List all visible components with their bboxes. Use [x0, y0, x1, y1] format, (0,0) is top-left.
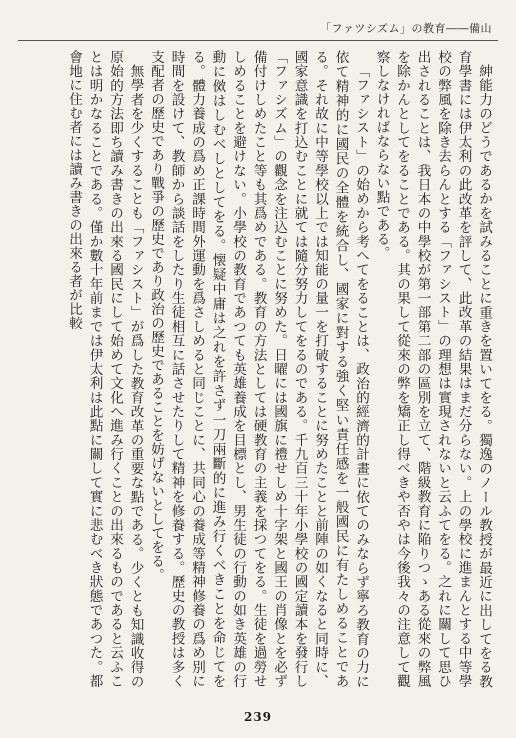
- paragraph: 「ファシスト」の始めから考へてをることは、政治的經濟的計畫に依てのみならず寧ろ教育の力に依て精神的に國民の全體を統合し、國家に對する強く堅い責任感を一般國民に有たしめることである。それ故に中等學校以上では知能の量一を打破することに努めたことと前陣の如くなると同時に、國家意識を打込むことに就ては隨分努力してをるのである。千九百三十年小學校の國定讀本を發行し「ファシズム」の觀念を注込むことに努めた。日曜には國旗に禮せしめ十字架と國王の肖像とを必ず備付けしめたこと等も其爲めである。教育の方法としては硬教育の主義を採つてをる。生徒を過勞せしめることを避けない。小學校の教育であつても英雄養成を目標とし、男生徒の行動の如き英雄の行動に傚はしむべしとしてをる。懐疑中庸は之れを許さず一刀兩斷的に進み行くべきことを命じてをる。體力養成の爲め正課時間外運動を爲さしめると同じことに、共同心の養成等精神修養の爲め別に時間を設けて、教師から談話をしたり生徒相互に話させたりして精神を修養する。歷史の教授は多く支配者の歷史であり戰爭の歷史であり政治の歷史であることを妨げないとしてをる。: [148, 50, 369, 688]
- page-number: 239: [243, 710, 273, 724]
- paragraph: 紳能力のどうであるかを試みることに重きを置いてをる。獨逸のノール教授が最近に出してをる教育學書には伊太利の此改革を評して、此改革の結果はまだ分らない。上の學校に進まんとする中等學校の弊風を除き去らんとする「ファシスト」の理想は實現されないと云ふてをる。之れに關して思ひ出されることは、我日本の中學校が第一部第二部の區別を立て、階級教育に陥りつゝある從來の弊風を除かんとしてをることである。其の果して從來の弊を矯正し得べきや否やは今後我々の注意して觀察しなければならない點である。: [373, 50, 492, 688]
- running-header: [0, 20, 516, 42]
- header-rule: [18, 40, 498, 41]
- paragraph: 無學者を少くすることも「ファシスト」が爲した教育改革の重要な點である。少くとも知識收得の原始的方法即ち讀み書きの出來る國民にして始めて文化へ進み行くことの出來るものであると云ふことは明かなることである。僅か數十年前までは伊太利は此點に關して實に悲むべき狀態であつた。都會地に住む者には讀み書きの出來る者が比較: [66, 50, 144, 688]
- vertical-body-text: [18, 50, 494, 688]
- running-title: 「ファツシズム」の教育――備山: [320, 22, 492, 35]
